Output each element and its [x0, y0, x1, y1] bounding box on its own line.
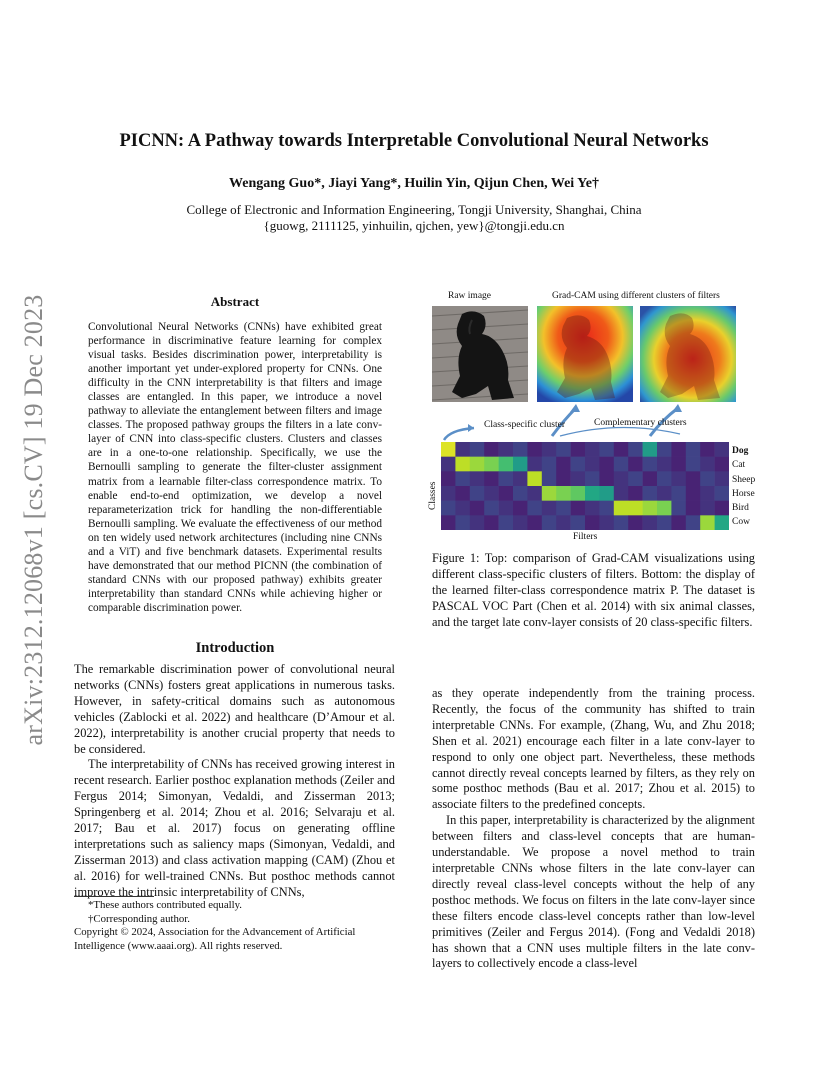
matrix-cell [542, 486, 557, 501]
matrix-cell [455, 486, 470, 501]
class-label-sheep: Sheep [732, 474, 756, 485]
matrix-cell [671, 501, 686, 516]
footnote-rule [74, 896, 154, 897]
matrix-cell [700, 501, 715, 516]
matrix-cell [513, 457, 528, 472]
matrix-cell [571, 442, 586, 457]
matrix-cell [513, 501, 528, 516]
matrix-cell [470, 515, 485, 530]
arxiv-sidebar-stamp: arXiv:2312.12068v1 [cs.CV] 19 Dec 2023 [19, 294, 48, 746]
matrix-cell [686, 486, 701, 501]
footnote-equal-contribution: *These authors contributed equally. [88, 899, 243, 911]
matrix-cell [686, 471, 701, 486]
raw-dog-image [432, 306, 528, 402]
matrix-cell [441, 501, 456, 516]
matrix-cell [484, 486, 499, 501]
matrix-cell [657, 457, 672, 472]
class-label-horse: Horse [732, 488, 755, 499]
matrix-cell [628, 486, 643, 501]
matrix-cell [671, 515, 686, 530]
matrix-cell [614, 471, 629, 486]
matrix-cell [686, 515, 701, 530]
matrix-cell [715, 486, 729, 501]
matrix-cell [628, 442, 643, 457]
intro-paragraph-3: as they operate independently from the training process. Recently, the focus of the community has shifted to train interpretable CNNs. For example, (Zhang, Wu, and Zhu 2018; Shen et al. 2021) encourage each filter in a late conv-layer to respond to only one object part. Nevertheless, these methods cannot directly reveal concepts learned by filters, as they rely on some posthoc methods (Bau et al. 2017; Zhou et al. 2015) to associate filters to the predefined concepts. [432, 686, 755, 812]
matrix-cell [643, 515, 658, 530]
intro-paragraph-4: In this paper, interpretability is characterized by the alignment between filters and class-level concepts that are human-understandable. We propose a novel method to train interpretable CNNs whose filters in the late conv-layer can directly reveal class-level concepts without the help of any posthoc methods. We focus on filters in the late conv-layer since these filters encode class-level concepts rather than low-level primitives (Zeiler and Fergus 2014). (Fong and Vedaldi 2018) has shown that a CNN uses multiple filters in the late conv-layers to collectively encode a class-level [432, 813, 755, 971]
author-list: Wengang Guo*, Jiayi Yang*, Huilin Yin, Qijun Chen, Wei Ye† [229, 176, 599, 191]
matrix-cell [499, 486, 514, 501]
matrix-cell [513, 515, 528, 530]
matrix-cell [513, 442, 528, 457]
matrix-cell [441, 457, 456, 472]
matrix-cell [441, 471, 456, 486]
class-label-dog: Dog [732, 446, 749, 456]
matrix-cell [484, 515, 499, 530]
matrix-cell [643, 471, 658, 486]
matrix-cell [686, 457, 701, 472]
matrix-cell [715, 442, 729, 457]
matrix-cell [556, 486, 571, 501]
matrix-cell [441, 515, 456, 530]
matrix-cell [470, 486, 485, 501]
figure-label-raw-image: Raw image [448, 291, 492, 301]
matrix-cell [513, 471, 528, 486]
matrix-cell [671, 471, 686, 486]
matrix-cell [585, 442, 600, 457]
matrix-cell [585, 486, 600, 501]
matrix-cell [499, 515, 514, 530]
matrix-cell [556, 501, 571, 516]
matrix-cell [585, 471, 600, 486]
label-class-specific-cluster: Class-specific cluster [484, 420, 565, 430]
matrix-cell [470, 442, 485, 457]
figure-label-gradcam: Grad-CAM using different clusters of filters [552, 291, 720, 301]
matrix-cell [527, 442, 542, 457]
matrix-cell [599, 457, 614, 472]
footnote-corresponding: †Corresponding author. [88, 912, 190, 925]
matrix-cell [700, 515, 715, 530]
matrix-cell [542, 457, 557, 472]
matrix-cell [715, 501, 729, 516]
matrix-cell [527, 515, 542, 530]
matrix-cell [628, 515, 643, 530]
matrix-cell [542, 442, 557, 457]
matrix-cell [671, 442, 686, 457]
matrix-cell [657, 486, 672, 501]
matrix-cell [527, 457, 542, 472]
matrix-cell [715, 515, 729, 530]
matrix-cell [571, 486, 586, 501]
right-column-text [432, 686, 755, 972]
matrix-cell [542, 515, 557, 530]
matrix-cell [455, 501, 470, 516]
matrix-cell [571, 457, 586, 472]
matrix-cell [513, 486, 528, 501]
matrix-cell [715, 457, 729, 472]
matrix-cell [628, 457, 643, 472]
class-label-bird: Bird [732, 503, 749, 514]
matrix-cell [643, 457, 658, 472]
matrix-cell [571, 515, 586, 530]
matrix-cell [441, 486, 456, 501]
matrix-cell [715, 471, 729, 486]
affiliation-institution: College of Electronic and Information Engineering, Tongji University, Shanghai, China [186, 202, 642, 217]
intro-paragraph-1: The remarkable discrimination power of convolutional neural networks (CNNs) fosters great applications in numerous tasks. However, in safety-critical domains such as autonomous vehicles (Zablocki et al. 2022) and healthcare (D’Amour et al. 2022), interpretability is another crucial property that needs to be considered. [74, 662, 395, 756]
matrix-cell [700, 486, 715, 501]
matrix-cell [599, 471, 614, 486]
matrix-cell [455, 515, 470, 530]
matrix-cell [571, 471, 586, 486]
matrix-cell [628, 471, 643, 486]
matrix-cell [542, 501, 557, 516]
matrix-cell [499, 442, 514, 457]
matrix-cell [556, 515, 571, 530]
matrix-cell [686, 501, 701, 516]
matrix-cell [556, 457, 571, 472]
class-label-cat: Cat [732, 460, 746, 471]
abstract-heading: Abstract [210, 294, 260, 309]
matrix-cell [628, 501, 643, 516]
matrix-cell [599, 515, 614, 530]
matrix-cell [671, 486, 686, 501]
matrix-cell [484, 442, 499, 457]
matrix-cell [527, 471, 542, 486]
matrix-cell [470, 457, 485, 472]
matrix-cell [657, 442, 672, 457]
figure-caption: Figure 1: Top: comparison of Grad-CAM visualizations using different class-specific clusters of filters. Bottom: the display of the learned filter-class correspondence matrix P. The dataset is PASCAL VOC Part (Chen et al. 2014) with six animal classes, and the target late conv-layer consists of 20 class-specific filters. [432, 551, 755, 629]
matrix-cell [585, 501, 600, 516]
abstract-text: Convolutional Neural Networks (CNNs) have exhibited great performance in discriminative feature learning for complex visual tasks. Besides discrimination power, interpretability is another important yet under-explored property for CNNs. One difficulty in the CNN interpretability is that filters and image classes are entangled. In this paper, we introduce a novel pathway to alleviate the entanglement between filters and image classes. The proposed pathway groups the filters in a late conv-layer of CNN into class-specific clusters. Clusters and classes are in a one-to-one relationship. Specifically, we use the Bernoulli sampling to generate the filter-cluster assignment matrix from a learnable filter-class correspondence matrix. To enable end-to-end optimization, we develop a novel reparameterization trick for handling the non-differentiable Bernoulli sampling. We evaluate the effectiveness of our method on ten widely used network architectures (including nine CNNs and a ViT) and five benchmark datasets. Experimental results have demonstrated that our method PICNN (the combination of standard CNNs with our proposed pathway) exhibits greater interpretability than standard CNNs while achieving higher or comparable discrimination power. [88, 321, 382, 614]
matrix-cell [571, 501, 586, 516]
matrix-cell [499, 471, 514, 486]
matrix-cell [484, 501, 499, 516]
matrix-cell [542, 471, 557, 486]
matrix-cell [671, 457, 686, 472]
affiliation-emails: {guowg, 2111125, yinhuilin, qjchen, yew}@tongji.edu.cn [263, 218, 565, 233]
matrix-cell [700, 442, 715, 457]
matrix-cell [455, 457, 470, 472]
matrix-cell [499, 457, 514, 472]
matrix-cell [527, 501, 542, 516]
matrix-cell [700, 471, 715, 486]
introduction-heading: Introduction [195, 640, 275, 656]
matrix-cell [657, 515, 672, 530]
matrix-cell [657, 501, 672, 516]
matrix-x-axis-label: Filters [573, 532, 598, 542]
matrix-cell [441, 442, 456, 457]
matrix-cell [599, 442, 614, 457]
matrix-cell [585, 515, 600, 530]
matrix-cell [614, 457, 629, 472]
matrix-cell [686, 442, 701, 457]
matrix-cell [657, 471, 672, 486]
matrix-cell [527, 486, 542, 501]
matrix-cell [556, 471, 571, 486]
matrix-class-labels [732, 444, 755, 530]
matrix-cell [700, 457, 715, 472]
matrix-cell [484, 457, 499, 472]
matrix-cell [614, 501, 629, 516]
matrix-cell [599, 501, 614, 516]
matrix-cell [455, 442, 470, 457]
paper-title: PICNN: A Pathway towards Interpretable Convolutional Neural Networks [119, 131, 709, 151]
class-label-cow: Cow [732, 517, 750, 528]
matrix-cell [556, 442, 571, 457]
matrix-cell [585, 457, 600, 472]
footnotes [74, 899, 395, 953]
matrix-cell [614, 515, 629, 530]
label-complementary-clusters: Complementary clusters [594, 418, 687, 428]
intro-paragraph-2: The interpretability of CNNs has received growing interest in recent research. Earlier posthoc explanation methods (Zeiler and Fergus 2014; Simonyan, Vedaldi, and Zisserman 2013; Springenberg et al. 2014; Zhou et al. 2016; Selvaraju et al. 2017; Bau et al. 2017) focus on generating offline interpretations such as saliency maps (Simonyan, Vedaldi, and Zisserman 2013) and class activation mapping (CAM) (Zhou et al. 2016) for well-trained CNNs. But posthoc methods cannot improve the intrinsic interpretability of CNNs, [74, 757, 395, 899]
introduction-left-column [74, 662, 395, 901]
matrix-cell [643, 486, 658, 501]
matrix-cell [470, 471, 485, 486]
matrix-cell [614, 486, 629, 501]
affiliation [0, 202, 828, 234]
matrix-cell [614, 442, 629, 457]
copyright-notice: Copyright © 2024, Association for the Advancement of Artificial Intelligence (www.aaai.org). All rights reserved. [74, 926, 356, 952]
matrix-y-axis-label: Classes [428, 481, 438, 510]
matrix-cell [455, 471, 470, 486]
gradcam-heatmap-2 [640, 306, 736, 402]
matrix-cell [643, 501, 658, 516]
matrix-cell [499, 501, 514, 516]
matrix-cell [470, 501, 485, 516]
matrix-cell [599, 486, 614, 501]
correspondence-matrix [441, 442, 729, 530]
gradcam-heatmap-1 [537, 306, 633, 402]
matrix-cell [643, 442, 658, 457]
matrix-cell [484, 471, 499, 486]
